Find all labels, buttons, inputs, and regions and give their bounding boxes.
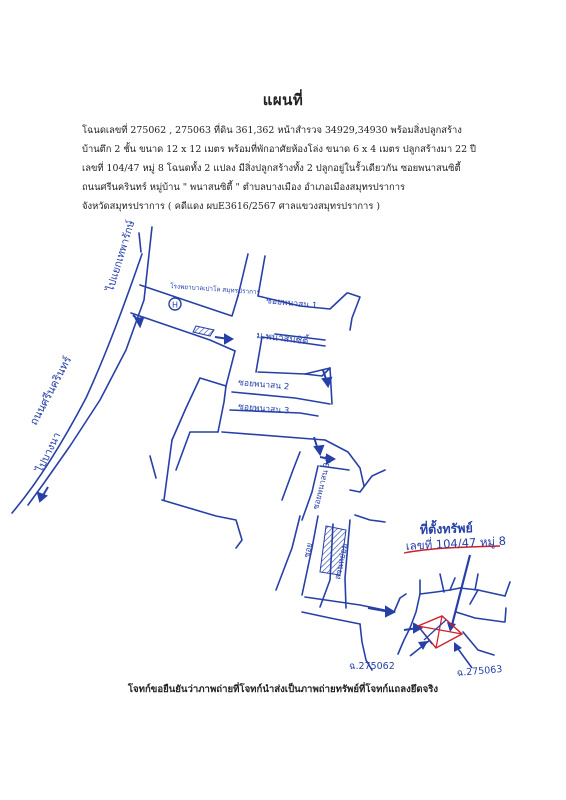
label-hospital: โรงพยาบาลเปาโล สมุทรปราการ <box>169 282 261 297</box>
entry-road-bottom <box>131 313 235 351</box>
map-roads <box>12 227 510 670</box>
direction-arrows <box>38 315 421 632</box>
description-line-1: โฉนดเลขที่ 275062 , 275063 ที่ดิน 361,362 หน้าสำรวจ 34929,34930 พร้อมสิ่งปลูกสร้าง <box>82 125 462 136</box>
description-line-3: เลขที่ 104/47 หมู่ 8 โฉนดทั้ง 2 แปลง มีสิ่งปลูกสร้างทั้ง 2 ปลูกอยู่ในรั้วเดียวกัน ซอยพนาสนซิตี้ <box>82 163 461 174</box>
label-soi-2: ซอยพนาสน 2 <box>237 378 290 393</box>
label-road-bottom-left: ไปบางนา <box>33 430 64 475</box>
svg-text:H: H <box>172 300 179 310</box>
label-soi-3: ซอยพนาสน 3 <box>237 402 290 417</box>
main-road-left-edge <box>12 254 142 513</box>
target-pointer-icon <box>452 555 470 625</box>
label-soi-1: ซอยพนาสน 1 <box>265 296 318 312</box>
label-main-road: ถนนศรีนครินทร์ <box>27 354 75 428</box>
description-line-5: จังหวัดสมุทรปราการ ( คดีแดง ผบE3616/2567 ศาลแขวงสมุทรปราการ ) <box>82 201 380 212</box>
label-soi-short: ซอย <box>302 541 315 559</box>
target-address: เลขที่ 104/47 หมู่ 8 <box>405 533 507 553</box>
label-parcel-1: ฉ.275062 <box>349 661 395 672</box>
label-park: สวนหย่อม <box>333 542 351 581</box>
description-line-4: ถนนศรีนครินทร์ หมู่บ้าน " พนาสนซิตี้ " ตำบลบางเมือง อำเภอเมืองสมุทรปราการ <box>82 182 406 193</box>
label-soi-vertical: ซอยพนาสน 3/2 <box>311 454 334 511</box>
footer-statement: โจทก์ขอยืนยันว่าภาพถ่ายที่โจทก์นำส่งเป็นภาพถ่ายทรัพย์ที่โจทก์แถลงยึดจริง <box>127 684 439 695</box>
label-village: ม.พนาสนซิตี้ <box>255 330 309 348</box>
label-road-top-left: ไปแยกเทพารักษ์ <box>104 219 138 293</box>
description-line-2: บ้านตึก 2 ชั้น ขนาด 12 x 12 เมตร พร้อมที่พักอาศัยห้องโล่ง ขนาด 6 x 4 เมตร ปลูกสร้างมา 22 ปี <box>82 144 476 155</box>
label-parcel-2: ฉ.275063 <box>456 664 503 679</box>
target-title: ที่ตั้งทรัพย์ <box>419 520 474 537</box>
page-title: แผนที่ <box>262 91 304 109</box>
